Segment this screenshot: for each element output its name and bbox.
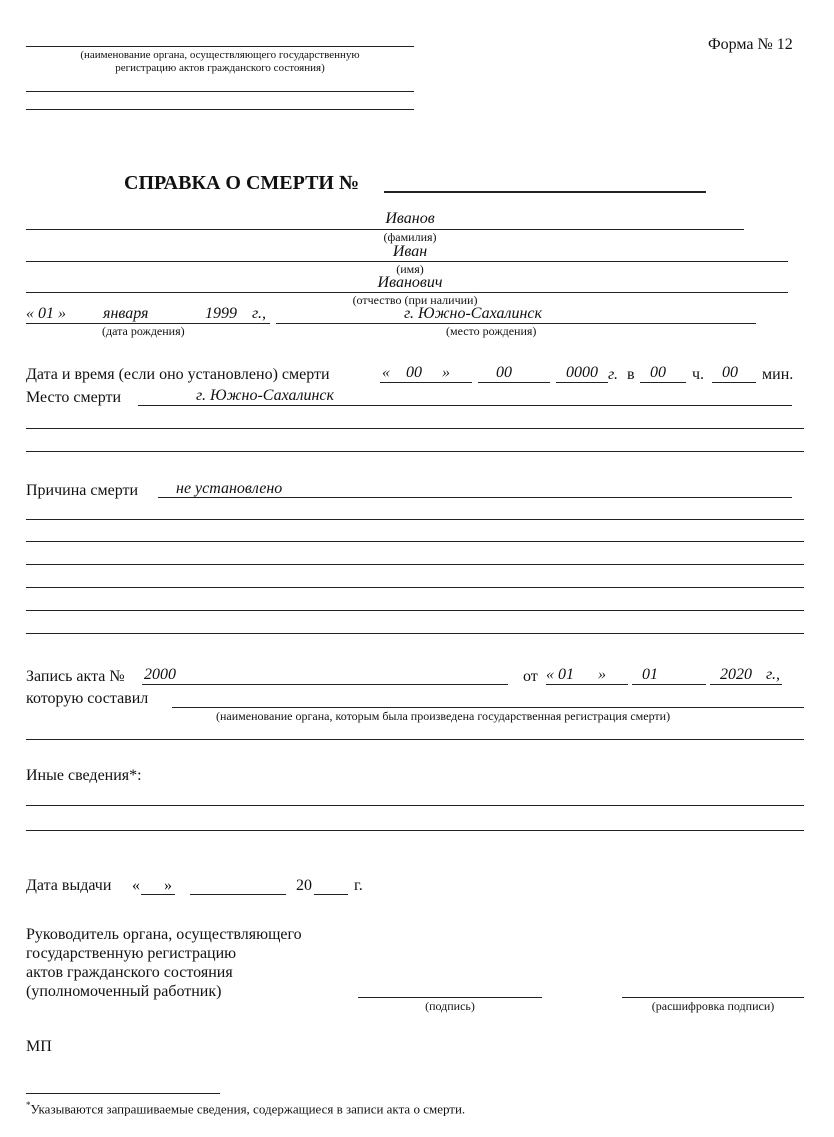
death-year: 0000 [566,364,598,381]
head-line-1: Руководитель органа, осуществляющего [26,926,302,943]
death-datetime-label: Дата и время (если оно установлено) смерти [26,366,330,383]
other-info-line-1 [26,805,804,806]
surname-value: Иванов [385,210,435,227]
birth-year-suffix: г., [252,305,267,322]
record-composer-caption: (наименование органа, которым была произведена государственная регистрация смерти) [216,709,671,723]
patronymic-value: Иванович [377,274,443,291]
death-place: г. Южно-Сахалинск [196,387,334,404]
footnote-mark: * [26,1100,31,1110]
death-hour-line [640,382,686,383]
death-month-line [478,382,550,383]
authority-caption-line1: (наименование органа, осуществляющего государственную [80,49,360,61]
birth-year: 1999 [205,305,237,322]
issue-date-century: 20 [296,877,312,894]
record-composer-line [172,707,804,708]
stamp-label: МП [26,1038,52,1055]
decode-signature-line [622,997,804,998]
issue-date-month-line [190,894,286,895]
death-day-line [380,382,472,383]
death-in-label: в [627,366,635,383]
issue-date-day-line [141,894,175,895]
birth-place: г. Южно-Сахалинск [404,305,542,322]
certificate-number-line [384,191,706,193]
death-place-label: Место смерти [26,389,122,406]
authority-line-1 [26,46,414,47]
death-hour-label: ч. [692,366,705,383]
death-place-extra-line-1 [26,428,804,429]
death-minute-line [712,382,756,383]
death-place-line [138,405,792,406]
signature-caption: (подпись) [425,999,475,1013]
page-title: СПРАВКА О СМЕРТИ № [124,172,360,194]
issue-date-label: Дата выдачи [26,877,112,894]
record-year-suffix: г., [766,666,781,683]
record-year: 2020 [720,666,752,683]
cause-line [158,497,792,498]
record-from-label: от [523,668,538,685]
footnote-text: Указываются запрашиваемые сведения, содержащиеся в записи акта о смерти. [30,1101,466,1117]
authority-caption-line2: регистрацию актов гражданского состояния) [115,62,325,74]
death-day: « 00 » [382,364,450,381]
issue-date-day: « » [132,877,172,894]
death-hour: 00 [650,364,666,381]
record-month-line [632,684,706,685]
cause-value: не установлено [176,480,283,497]
death-minute: 00 [722,364,738,381]
cause-extra-line-2 [26,541,804,542]
birth-place-caption: (место рождения) [446,324,537,338]
name-caption: (имя) [396,262,424,276]
death-place-extra-line-2 [26,451,804,452]
death-month: 00 [496,364,512,381]
signature-line [358,997,542,998]
record-day-line [546,684,628,685]
head-line-2: государственную регистрацию [26,945,237,962]
cause-extra-line-4 [26,587,804,588]
footnote [26,1100,465,1117]
surname-caption: (фамилия) [383,230,437,244]
head-line-4: (уполномоченный работник) [26,983,222,1000]
authority-line-3 [26,109,414,110]
patronymic-caption: (отчество (при наличии) [352,293,478,307]
footnote-separator [26,1093,220,1094]
cause-extra-line-6 [26,633,804,634]
other-info-label: Иные сведения*: [26,767,142,784]
birth-month: января [103,305,149,322]
cause-extra-line-3 [26,564,804,565]
issue-date-year-line [314,894,348,895]
record-year-line [710,684,782,685]
issue-date-year-suffix: г. [354,877,363,894]
form-number: Форма № 12 [708,36,793,53]
death-year-line [556,382,608,383]
record-label: Запись акта № [26,668,125,685]
cause-extra-line-5 [26,610,804,611]
record-extra-line [26,739,804,740]
name-value: Иван [392,243,428,260]
death-minute-label: мин. [762,366,794,383]
decode-signature-caption: (расшифровка подписи) [651,999,775,1013]
cause-extra-line-1 [26,519,804,520]
record-day: « 01 » [546,666,606,683]
birth-day: « 01 » [26,305,66,322]
birth-date-caption: (дата рождения) [102,324,185,338]
death-year-suffix: г. [608,366,619,383]
record-composer-label: которую составил [26,690,149,707]
record-number-line [142,684,508,685]
authority-line-2 [26,91,414,92]
other-info-line-2 [26,830,804,831]
record-month: 01 [642,666,658,683]
head-line-3: актов гражданского состояния [26,964,233,981]
cause-label: Причина смерти [26,482,139,499]
record-number: 2000 [144,666,176,683]
